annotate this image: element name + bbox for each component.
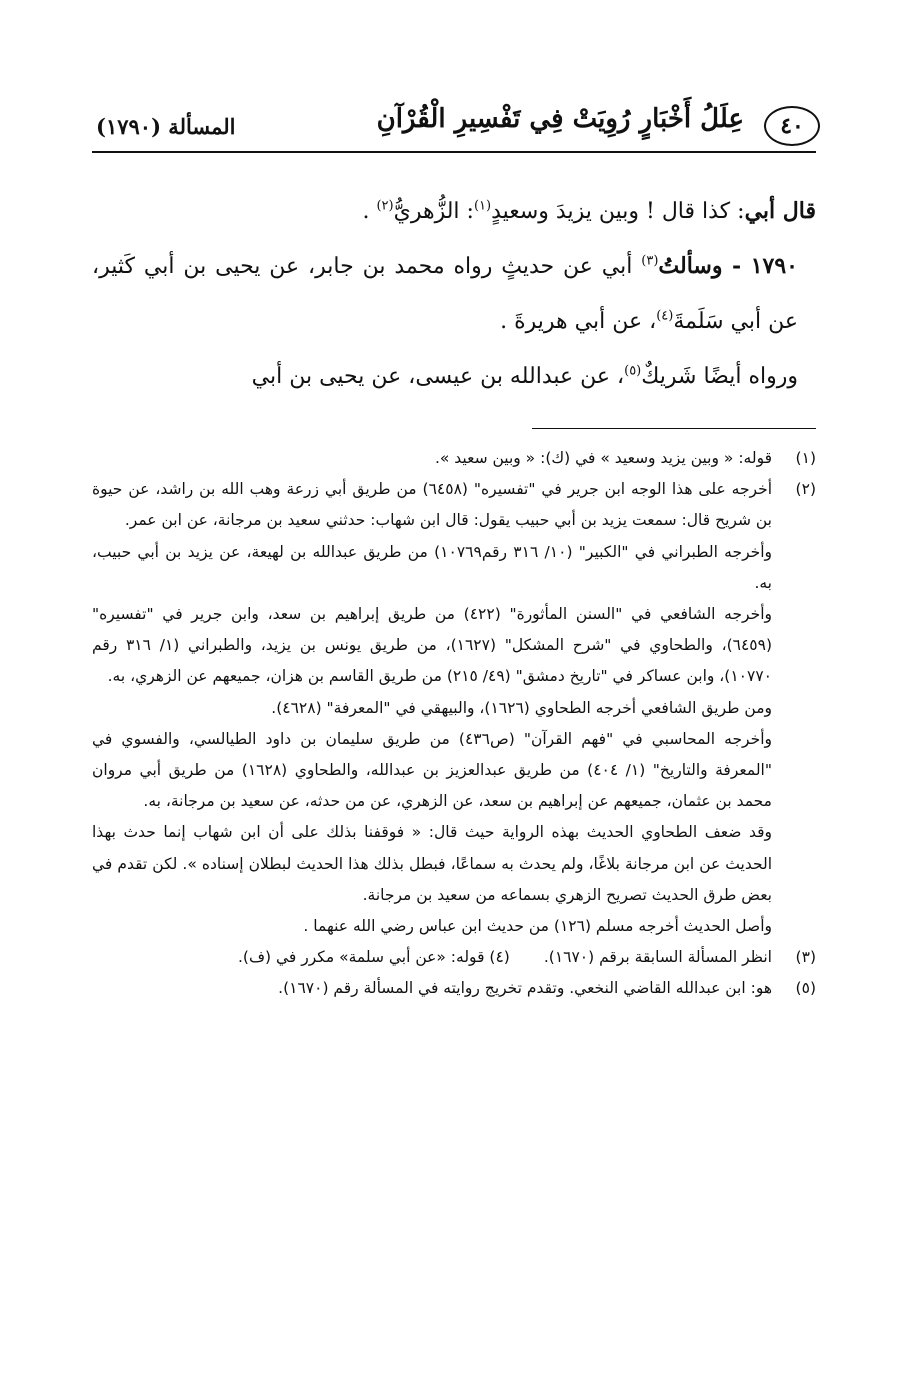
footnote-number: (٢) bbox=[795, 480, 816, 499]
main-paragraph-1 bbox=[92, 184, 816, 239]
footnotes bbox=[92, 443, 816, 1005]
header-divider bbox=[92, 151, 816, 153]
main-text-span: أبي عن حديثٍ رواه محمد بن جابر، عن يحيى بن أبي كَثير، عن أبي سَلَمةَ bbox=[92, 254, 798, 334]
question-reference: المسألة (١٧٩٠) bbox=[96, 114, 236, 139]
footnote-text: (٤) قوله: «عن أبي سلمة» مكرر في (ف). bbox=[237, 948, 510, 967]
footnote-2 bbox=[92, 474, 816, 942]
footnote-ref: (٥) bbox=[624, 363, 642, 379]
footnote-number: (١) bbox=[795, 449, 816, 467]
main-text bbox=[92, 184, 816, 404]
footnote-5 bbox=[92, 973, 816, 1004]
footnote-text: وأخرجه المحاسبي في "فهم القرآن" (ص٤٣٦) من طريق سليمان بن داود الطيالسي، والفسوي في "المعرفة والتاريخ" (١/ ٤٠٤) من طريق عبدالعزيز بن عبدالله، والطحاوي (١٦٢٨) من طريق أبي مروان محمد بن عثمان، جميعهم عن إبراهيم بن سعد، عن الزهري، عن من حدثه، عن سعيد بن مرجانة، به. bbox=[92, 729, 772, 811]
footnote-1 bbox=[92, 443, 816, 474]
footnote-text: انظر المسألة السابقة برقم (١٦٧٠). bbox=[543, 948, 772, 967]
page-header bbox=[92, 92, 816, 158]
main-text-span: : الزُّهريُّ bbox=[393, 199, 474, 224]
footnote-ref: (٢) bbox=[376, 198, 394, 214]
footnote-3-4 bbox=[92, 942, 816, 973]
main-paragraph-3 bbox=[92, 349, 816, 404]
footnote-text: قوله: « وبين يزيد وسعيد » في (ك): « وبين سعيد ». bbox=[434, 449, 772, 467]
footnote-ref: (٣) bbox=[641, 253, 659, 269]
speaker-label: قال أبي bbox=[744, 198, 816, 224]
main-text-span: : كذا قال ! وبين يزيدَ وسعيدٍ bbox=[491, 199, 745, 224]
footnote-text: وقد ضعف الطحاوي الحديث بهذه الرواية حيث قال: « فوقفنا بذلك على أن ابن شهاب إنما حدث بهذا الحديث عن ابن مرجانة بلاغًا، ولم يحدث به سماعًا، فبطل بذلك هذا الحديث لبطلان إسناده ». لكن تقدم في بعض طرق الحديث تصريح الزهري بسماعه من سعيد بن مرجانة. bbox=[92, 823, 772, 904]
page-number: ٤٠ bbox=[764, 106, 820, 146]
footnote-ref: (١) bbox=[473, 198, 492, 214]
main-text-span: ورواه أيضًا شَريكٌ bbox=[641, 364, 798, 389]
footnote-text: وأخرجه الطبراني في "الكبير" (١٠/ ٣١٦ رقم١٠٧٦٩) من طريق عبدالله بن لهيعة، عن يزيد بن أبي حبيب، به. bbox=[92, 542, 772, 592]
book-title: عِلَلُ أَخْبَارٍ رُوِيَتْ فِي تَفْسِيرِ الْقُرْآنِ bbox=[376, 104, 744, 134]
main-text-span: ، عن عبدالله بن عيسى، عن يحيى بن أبي bbox=[251, 364, 625, 389]
footnote-text: وأصل الحديث أخرجه مسلم (١٢٦) من حديث ابن عباس رضي الله عنهما . bbox=[303, 917, 772, 936]
question-number: ١٧٩٠ - وسألتُ bbox=[658, 253, 798, 279]
main-text-span: . bbox=[362, 199, 377, 224]
footnote-ref: (٤) bbox=[656, 308, 674, 324]
footnote-text: أخرجه على هذا الوجه ابن جرير في "تفسيره" (٦٤٥٨) من طريق أبي زرعة وهب الله بن راشد، عن حيوة بن شريح قال: سمعت يزيد بن أبي حبيب يقول: قال ابن شهاب: حدثني سعيد بن مرجانة، عن ابن عمر. bbox=[92, 480, 773, 530]
footnote-number: (٥) bbox=[795, 979, 816, 998]
footnote-text: ومن طريق الشافعي أخرجه الطحاوي (١٦٢٦)، والبيهقي في "المعرفة" (٤٦٢٨). bbox=[271, 698, 772, 717]
main-text-span: ، عن أبي هريرةَ . bbox=[500, 309, 657, 334]
footnote-text: هو: ابن عبدالله القاضي النخعي. وتقدم تخريج روايته في المسألة رقم (١٦٧٠). bbox=[278, 979, 772, 998]
footnote-number: (٣) bbox=[795, 948, 816, 967]
footnote-text: وأخرجه الشافعي في "السنن المأثورة" (٤٢٢) من طريق إبراهيم بن سعد، وابن جرير في "تفسيره" (٦٤٥٩)، والطحاوي في "شرح المشكل" (١٦٢٧)، من طريق يونس بن يزيد، والطبراني (١/ ٣١٦ رقم ١٠٧٧٠)، وابن عساكر في "تاريخ دمشق" (٤٩/ ٢١٥) من طريق القاسم بن هزان، جميعهم عن الزهري، به. bbox=[92, 605, 772, 686]
main-paragraph-2 bbox=[92, 239, 816, 349]
footnote-divider bbox=[532, 428, 816, 429]
book-page bbox=[92, 92, 816, 1005]
